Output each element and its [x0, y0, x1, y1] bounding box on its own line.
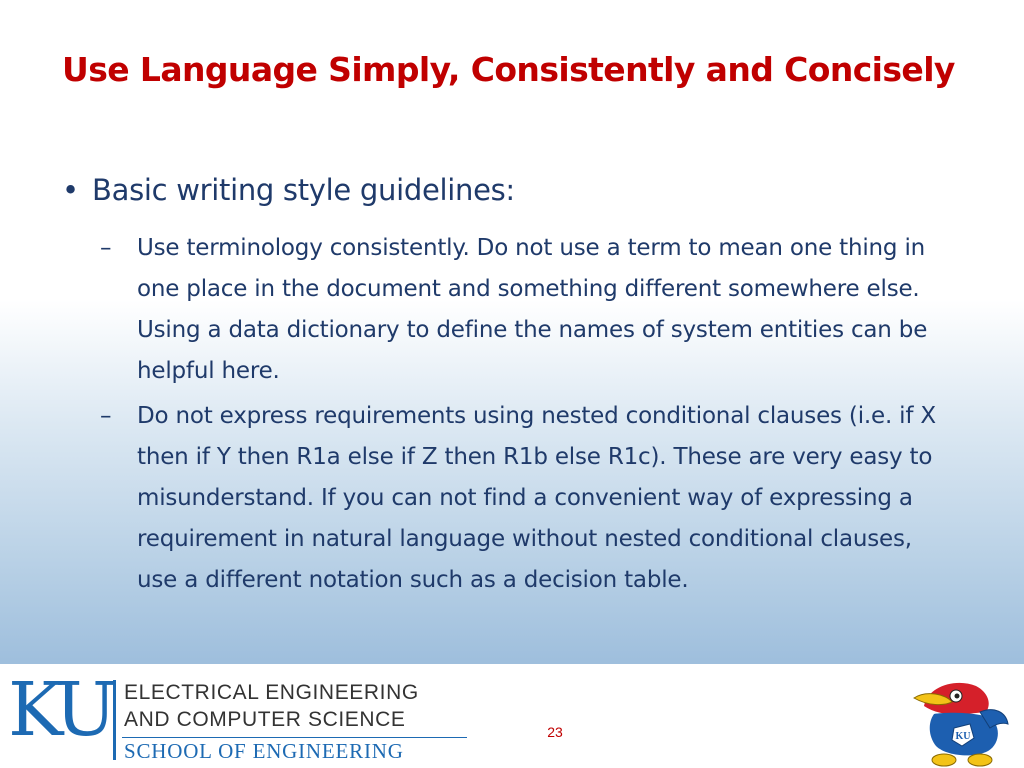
dept-name-line2: AND COMPUTER SCIENCE	[124, 708, 406, 731]
mascot-badge: KU	[955, 731, 971, 742]
dash-icon: –	[100, 235, 112, 261]
slide-footer	[0, 664, 1024, 768]
subbullet-text: Do not express requirements using nested conditional clauses (i.e. if X then if Y then R1a else if Z then R1b else R1c). These are very easy to misunderstand. If you can not find a convenient way of expressing a requirement in natural language without nested conditional clauses, use a different notation such as a decision table.	[137, 403, 936, 593]
dept-name-line1: ELECTRICAL ENGINEERING	[124, 681, 419, 704]
slide-title: Use Language Simply, Consistently and Concisely	[62, 50, 955, 89]
ku-logo: KU	[8, 667, 112, 753]
logo-divider	[113, 680, 116, 760]
school-name: SCHOOL OF ENGINEERING	[124, 739, 404, 763]
subbullet-text: Use terminology consistently. Do not use a term to mean one thing in one place in the document and something different somewhere else. Using a data dictionary to define the names of system entities can be helpful here.	[137, 235, 928, 384]
page-number: 23	[547, 724, 563, 740]
bullet-text: Basic writing style guidelines:	[92, 173, 515, 207]
bullet-icon: •	[62, 173, 79, 207]
dept-underline	[122, 737, 467, 738]
jayhawk-mascot-icon	[906, 672, 1014, 768]
dash-icon: –	[100, 403, 112, 429]
